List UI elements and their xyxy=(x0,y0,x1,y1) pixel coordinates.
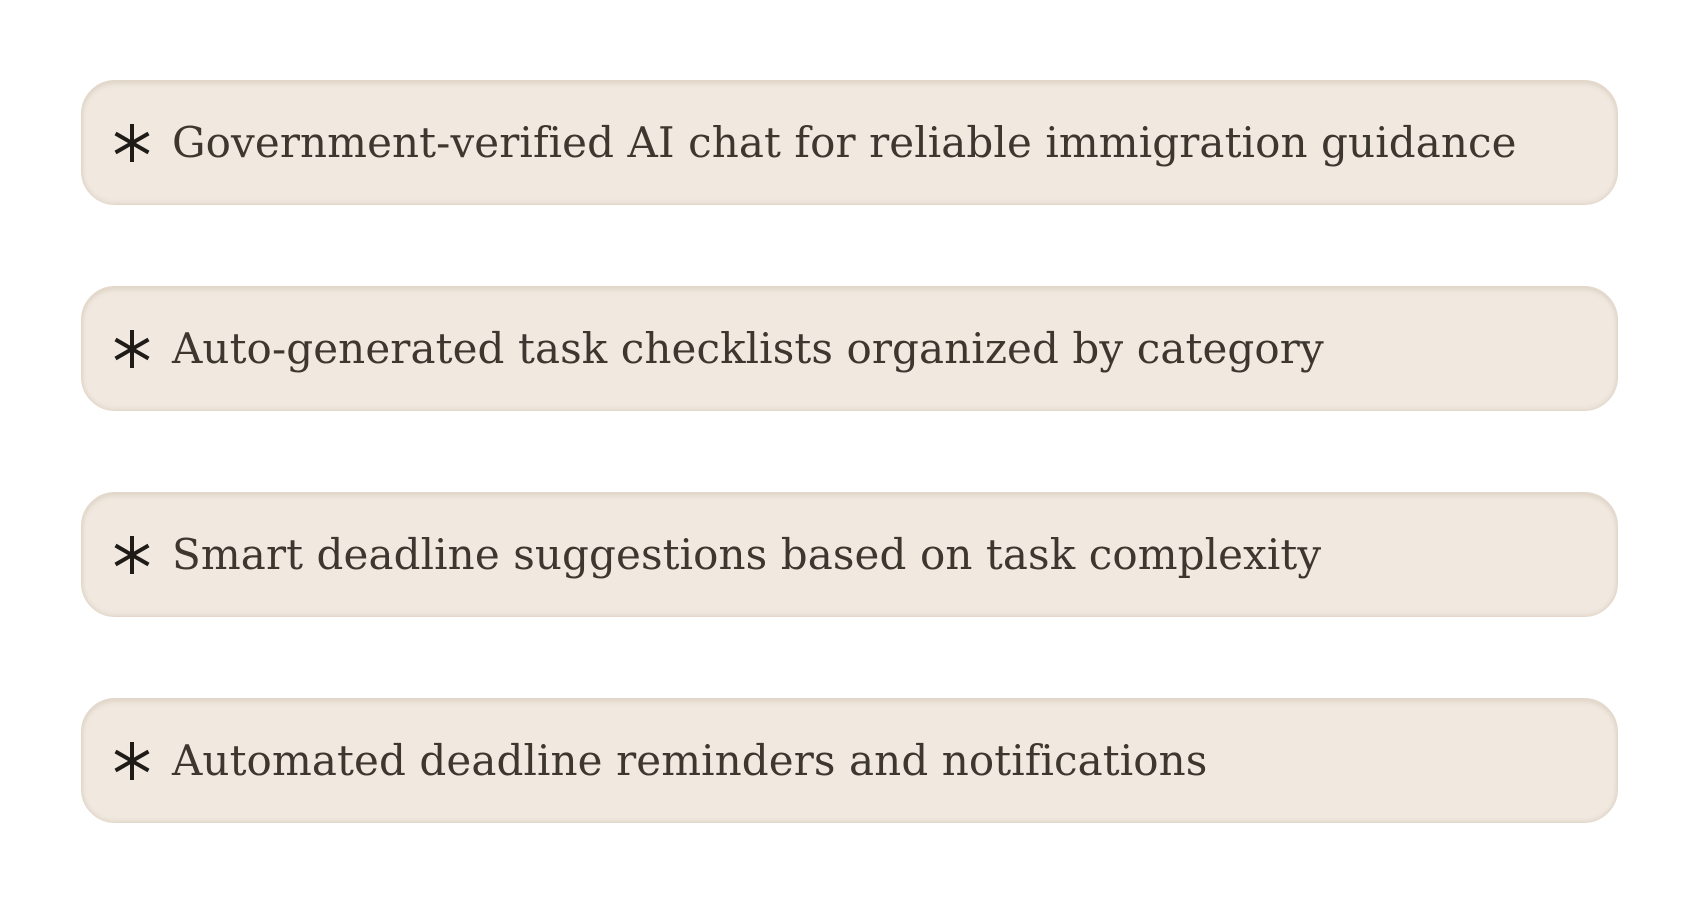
asterisk-icon xyxy=(110,121,154,165)
feature-item xyxy=(81,286,1618,411)
feature-item xyxy=(81,492,1618,617)
feature-item xyxy=(81,698,1618,823)
asterisk-icon xyxy=(110,739,154,783)
feature-text: Auto-generated task checklists organized by category xyxy=(172,323,1324,373)
asterisk-icon xyxy=(110,533,154,577)
feature-text: Government-verified AI chat for reliable immigration guidance xyxy=(172,117,1517,167)
feature-text: Automated deadline reminders and notifications xyxy=(172,735,1208,785)
feature-list xyxy=(81,80,1618,823)
asterisk-icon xyxy=(110,327,154,371)
feature-text: Smart deadline suggestions based on task complexity xyxy=(172,529,1322,579)
feature-item xyxy=(81,80,1618,205)
